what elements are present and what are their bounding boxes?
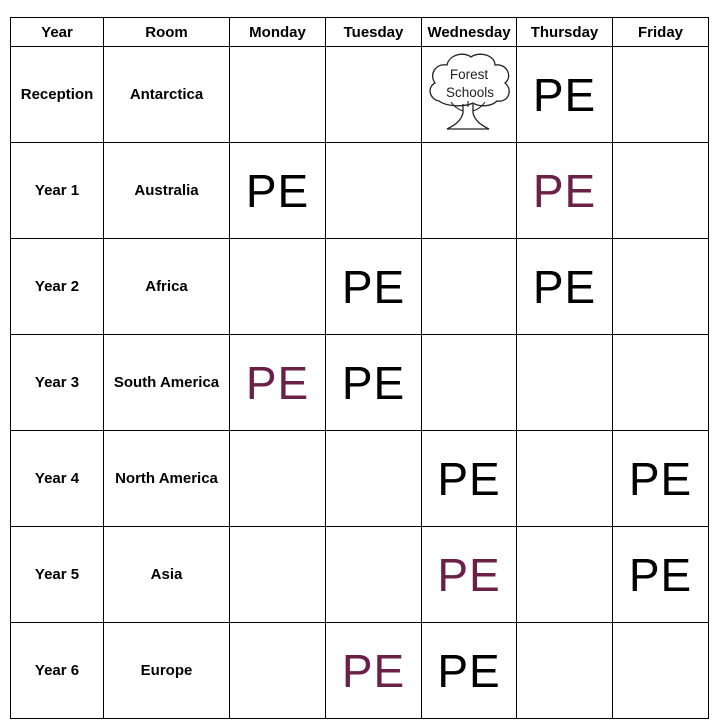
header-wednesday: Wednesday — [422, 18, 517, 47]
room-cell: South America — [104, 335, 230, 431]
cell-wednesday — [422, 335, 517, 431]
pe-label: PE — [532, 260, 597, 313]
tree-icon — [425, 49, 513, 135]
forest-schools-logo — [425, 49, 513, 135]
cell-monday — [230, 431, 326, 527]
header-room: Room — [104, 18, 230, 47]
year-cell: Year 4 — [11, 431, 104, 527]
room-cell: Australia — [104, 143, 230, 239]
pe-label: PE — [245, 356, 310, 409]
cell-thursday — [517, 431, 613, 527]
cell-friday — [613, 623, 709, 719]
cell-friday — [613, 431, 709, 527]
cell-wednesday — [422, 143, 517, 239]
room-cell: North America — [104, 431, 230, 527]
timetable-body — [11, 47, 709, 719]
cell-tuesday — [326, 527, 422, 623]
cell-wednesday — [422, 431, 517, 527]
cell-thursday — [517, 47, 613, 143]
cell-wednesday — [422, 239, 517, 335]
cell-wednesday — [422, 623, 517, 719]
header-friday: Friday — [613, 18, 709, 47]
table-row — [11, 623, 709, 719]
cell-monday — [230, 47, 326, 143]
room-cell: Africa — [104, 239, 230, 335]
year-cell: Reception — [11, 47, 104, 143]
cell-friday — [613, 239, 709, 335]
pe-label: PE — [437, 644, 501, 697]
table-row — [11, 335, 709, 431]
pe-label: PE — [341, 356, 406, 409]
header-year: Year — [11, 18, 104, 47]
pe-label: PE — [437, 548, 501, 601]
room-cell: Asia — [104, 527, 230, 623]
pe-label: PE — [245, 164, 310, 217]
header-monday: Monday — [230, 18, 326, 47]
cell-friday — [613, 143, 709, 239]
pe-label: PE — [437, 452, 501, 505]
header-tuesday: Tuesday — [326, 18, 422, 47]
cell-monday — [230, 623, 326, 719]
header-row — [11, 18, 709, 47]
year-cell: Year 5 — [11, 527, 104, 623]
pe-label: PE — [628, 548, 693, 601]
cell-tuesday — [326, 335, 422, 431]
cell-tuesday — [326, 239, 422, 335]
cell-monday — [230, 527, 326, 623]
table-row — [11, 527, 709, 623]
header-thursday: Thursday — [517, 18, 613, 47]
cell-tuesday — [326, 143, 422, 239]
cell-thursday — [517, 335, 613, 431]
cell-friday — [613, 47, 709, 143]
cell-friday — [613, 527, 709, 623]
table-row — [11, 431, 709, 527]
year-cell: Year 3 — [11, 335, 104, 431]
pe-label: PE — [341, 260, 406, 313]
table-row — [11, 143, 709, 239]
cell-monday — [230, 239, 326, 335]
cell-thursday — [517, 239, 613, 335]
cell-tuesday — [326, 623, 422, 719]
forest-label-line2: Schools — [445, 85, 495, 100]
room-cell: Antarctica — [104, 47, 230, 143]
cell-thursday — [517, 623, 613, 719]
year-cell: Year 6 — [11, 623, 104, 719]
cell-friday — [613, 335, 709, 431]
table-row — [11, 47, 709, 143]
forest-label-line1: Forest — [449, 67, 489, 82]
cell-monday — [230, 143, 326, 239]
pe-label: PE — [532, 164, 597, 217]
timetable — [10, 17, 709, 719]
cell-monday — [230, 335, 326, 431]
cell-thursday — [517, 143, 613, 239]
table-row — [11, 239, 709, 335]
cell-tuesday — [326, 47, 422, 143]
cell-wednesday — [422, 527, 517, 623]
room-cell: Europe — [104, 623, 230, 719]
year-cell: Year 1 — [11, 143, 104, 239]
pe-label: PE — [628, 452, 693, 505]
pe-label: PE — [341, 644, 406, 697]
cell-thursday — [517, 527, 613, 623]
pe-label: PE — [532, 68, 597, 121]
year-cell: Year 2 — [11, 239, 104, 335]
cell-tuesday — [326, 431, 422, 527]
cell-wednesday — [422, 47, 517, 143]
